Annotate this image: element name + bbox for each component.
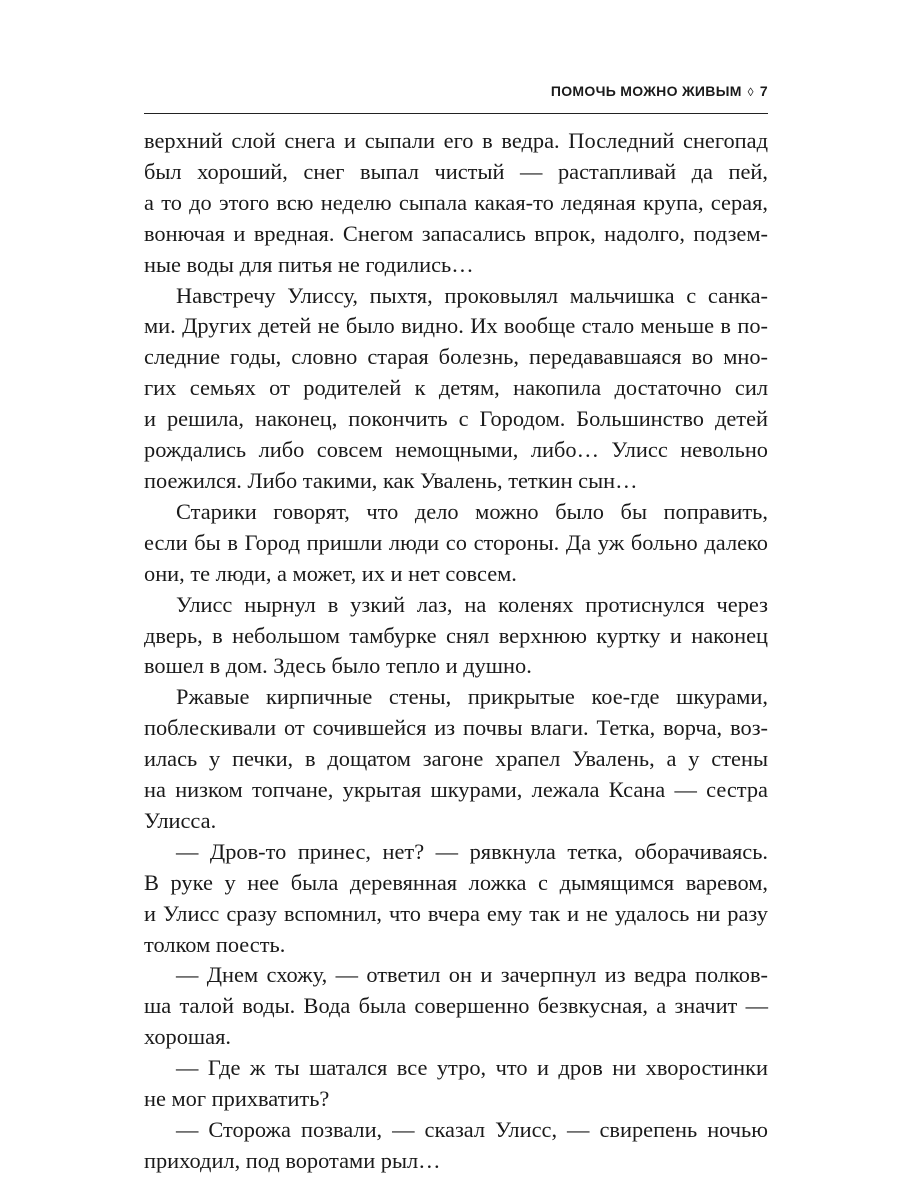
text-line: и Улисс сразу вспомнил, что вчера ему так и не удалось ни разу — [144, 900, 768, 926]
text-line: приходил, под воротами рыл… — [144, 1147, 441, 1173]
text-line: они, те люди, а может, их и нет совсем. — [144, 560, 517, 586]
text-line: — Дров-то принес, нет? — рявкнула тетка, оборачиваясь. — [176, 838, 768, 864]
text-line: поблескивали от сочившейся из почвы влаги. Тетка, ворча, воз- — [144, 715, 768, 741]
text-line: если бы в Город пришли люди со стороны. Да уж больно далеко — [144, 529, 768, 555]
text-line: вошел в дом. Здесь было тепло и душно. — [144, 653, 532, 679]
text-line: и решила, наконец, покончить с Городом. Большинство детей — [144, 406, 768, 432]
text-line: верхний слой снега и сыпали его в ведра. Последний снегопад — [144, 128, 768, 153]
text-line: поежился. Либо такими, как Увалень, теткин сын… — [144, 467, 638, 493]
text-line: был хороший, снег выпал чистый — растапливай да пей, — [144, 158, 768, 184]
running-head-title: ПОМОЧЬ МОЖНО ЖИВЫМ — [550, 83, 742, 99]
running-head — [144, 83, 768, 99]
text-line: рождались либо совсем немощными, либо… Улисс невольно — [144, 437, 768, 463]
text-line: дверь, в небольшом тамбурке снял верхнюю куртку и наконец — [144, 622, 768, 648]
text-line: ми. Других детей не было видно. Их вообще стало меньше в по- — [144, 313, 768, 339]
text-line: на низком топчане, укрытая шкурами, лежала Ксана — сестра — [144, 777, 768, 803]
text-line: — Днем схожу, — ответил он и зачерпнул из ведра полков- — [176, 962, 768, 988]
text-line: ные воды для питья не годились… — [144, 251, 474, 277]
text-line: Улисса. — [144, 807, 217, 833]
text-line: толком поесть. — [144, 931, 286, 957]
text-line: — Где ж ты шатался все утро, что и дров ни хворостинки — [176, 1055, 768, 1081]
text-line: не мог прихватить? — [144, 1086, 330, 1112]
text-line: а то до этого всю неделю сыпала какая-то ледяная крупа, серая, — [144, 189, 768, 215]
text-line: следние годы, словно старая болезнь, передававшаяся во мно- — [144, 344, 768, 370]
page-body — [144, 126, 768, 1177]
page-number: 7 — [759, 83, 768, 99]
header-rule — [144, 113, 768, 114]
text-line: илась у печки, в дощатом загоне храпел Увалень, а у стены — [144, 746, 768, 772]
text-line: ша талой воды. Вода была совершенно безвкусная, а значит — — [144, 993, 768, 1019]
text-line: вонючая и вредная. Снегом запасались впрок, надолго, подзем- — [144, 220, 768, 246]
text-line: — Сторожа позвали, — сказал Улисс, — свирепень ночью — [176, 1117, 768, 1142]
text-line: Старики говорят, что дело можно было бы поправить, — [176, 498, 768, 524]
text-line: В руке у нее была деревянная ложка с дымящимся варевом, — [144, 869, 768, 895]
text-line: Навстречу Улиссу, пыхтя, проковылял мальчишка с санка- — [176, 282, 768, 308]
text-line: гих семьях от родителей к детям, накопила достаточно сил — [144, 375, 768, 401]
text-line: хорошая. — [144, 1024, 232, 1050]
diamond-separator-icon: ◊ — [747, 85, 754, 99]
text-line: Улисс нырнул в узкий лаз, на коленях протиснулся через — [176, 591, 768, 617]
text-line: Ржавые кирпичные стены, прикрытые кое-где шкурами, — [176, 684, 768, 710]
